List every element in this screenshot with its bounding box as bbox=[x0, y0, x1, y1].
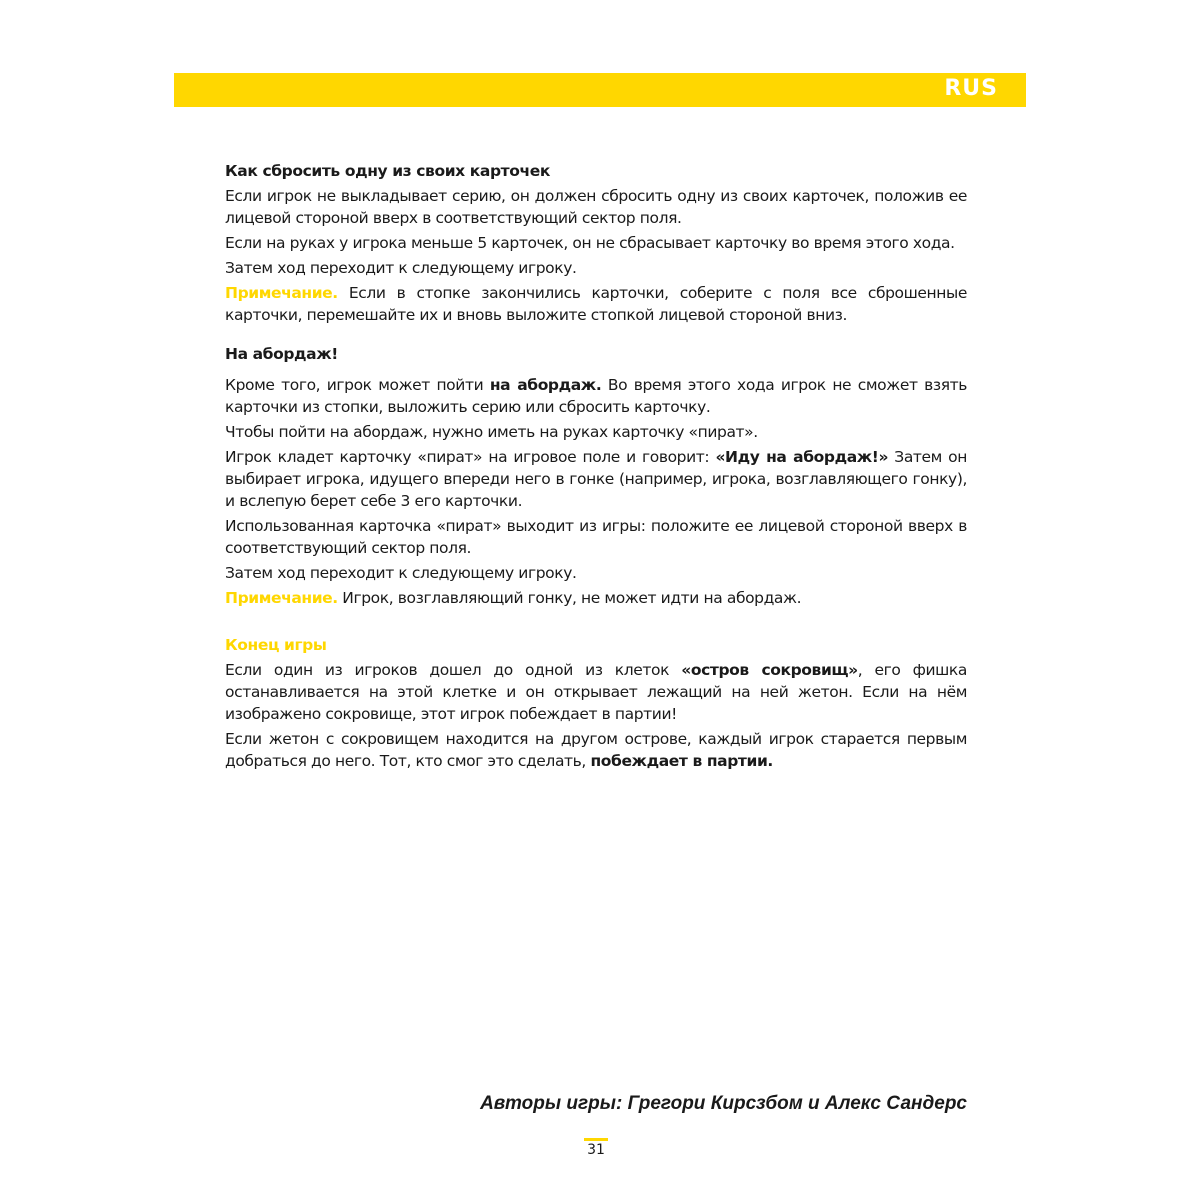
note-text: Если в стопке закончились карточки, соберите с поля все сброшенные карточки, перемешайте их и вновь выложите стопкой лицевой стороной вниз. bbox=[225, 284, 967, 324]
paragraph bbox=[225, 728, 967, 772]
section-heading-endgame: Конец игры bbox=[225, 636, 327, 654]
paragraph bbox=[225, 374, 967, 418]
header-bar bbox=[174, 73, 1026, 107]
section-heading-boarding: На абордаж! bbox=[225, 345, 338, 363]
paragraph: Если на руках у игрока меньше 5 карточек, он не сбрасывает карточку во время этого хода. bbox=[225, 234, 955, 252]
paragraph: Затем ход переходит к следующему игроку. bbox=[225, 564, 577, 582]
bold-text: «остров сокровищ» bbox=[681, 661, 858, 679]
paragraph: Чтобы пойти на абордаж, нужно иметь на руках карточку «пират». bbox=[225, 423, 758, 441]
language-label: RUS bbox=[944, 76, 998, 101]
bold-text: побеждает в партии. bbox=[590, 752, 773, 770]
paragraph: Использованная карточка «пират» выходит из игры: положите ее лицевой стороной вверх в соответствующий сектор поля. bbox=[225, 517, 967, 557]
note-paragraph bbox=[225, 587, 967, 609]
text-run: Игрок кладет карточку «пират» на игровое поле и говорит: bbox=[225, 448, 716, 466]
paragraph: Затем ход переходит к следующему игроку. bbox=[225, 259, 577, 277]
paragraph bbox=[225, 659, 967, 725]
page-number-rule bbox=[584, 1138, 608, 1141]
section-heading-discard: Как сбросить одну из своих карточек bbox=[225, 162, 550, 180]
note-label: Примечание. bbox=[225, 284, 338, 302]
bold-text: на абордаж. bbox=[489, 376, 602, 394]
authors-credit: Авторы игры: Грегори Кирсзбом и Алекс Сандерс bbox=[480, 1093, 967, 1114]
note-label: Примечание. bbox=[225, 589, 338, 607]
rules-content bbox=[225, 160, 967, 775]
paragraph: Если игрок не выкладывает серию, он должен сбросить одну из своих карточек, положив ее лицевой стороной вверх в соответствующий сектор поля. bbox=[225, 187, 967, 227]
page-number: 31 bbox=[587, 1142, 605, 1158]
text-run: Если жетон с сокровищем находится на другом острове, каждый игрок старается первым добраться до него. Тот, кто смог это сделать, bbox=[225, 730, 967, 770]
text-run: , его фишка останавливается на этой клетке и он открывает лежащий на ней жетон. Если на нём изображено сокровище, этот игрок побеждает в партии! bbox=[225, 661, 967, 723]
note-text: Игрок, возглавляющий гонку, не может идти на абордаж. bbox=[337, 589, 802, 607]
paragraph bbox=[225, 446, 967, 512]
text-run: Во время этого хода игрок не сможет взять карточки из стопки, выложить серию или сбросить карточку. bbox=[225, 376, 968, 416]
bold-text: «Иду на абордаж!» bbox=[715, 448, 889, 466]
text-run: Затем он выбирает игрока, идущего впереди него в гонке (например, игрока, возглавляющего гонку), и вслепую берет себе 3 его карточки. bbox=[225, 448, 967, 510]
text-run: Кроме того, игрок может пойти bbox=[225, 376, 490, 394]
note-paragraph bbox=[225, 282, 967, 326]
text-run: Если один из игроков дошел до одной из клеток bbox=[225, 661, 682, 679]
